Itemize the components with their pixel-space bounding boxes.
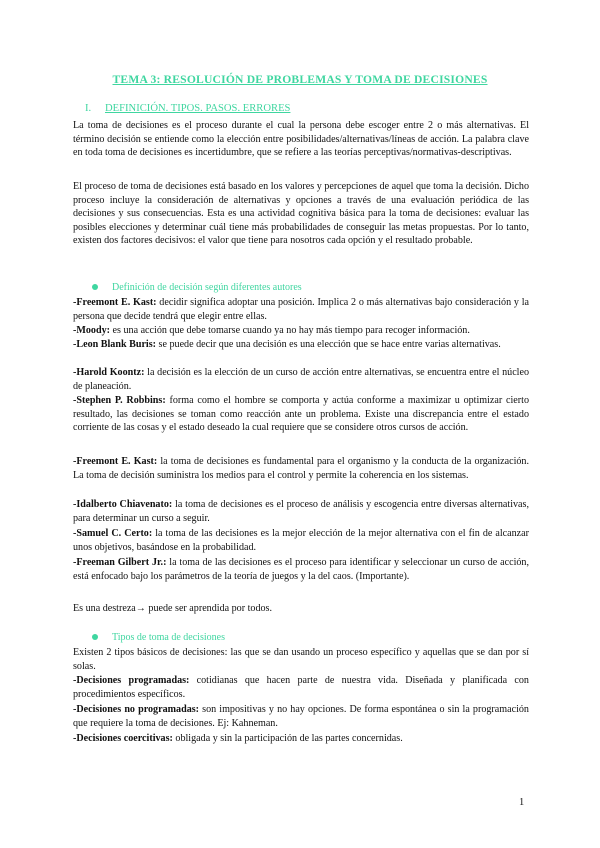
bullet-types xyxy=(92,632,225,643)
bullet-dot-icon xyxy=(92,284,98,290)
type-text: obligada y sin la participación de las partes concernidas. xyxy=(172,733,403,744)
page-number: 1 xyxy=(519,797,525,808)
definition-item xyxy=(73,366,529,393)
definition-text: forma como el hombre se comporta y actúa conforme a maximizar u optimizar cierto resultado, las decisiones se toman como reacción ante un problema. Existe una discrepancia entre el estado corriente de las cosas y el estado deseado la cual requiere que se considere otros cursos de acción. xyxy=(73,395,530,434)
type-item xyxy=(73,703,529,730)
definition-author: -Leon Blank Buris: xyxy=(73,339,157,350)
section-number: I. xyxy=(85,103,92,114)
type-text: cotidianas que hacen parte de nuestra vida. Diseñada y planificada con procedimientos específicos. xyxy=(73,675,529,700)
definition-author: -Idalberto Chiavenato: xyxy=(73,499,173,510)
definition-item xyxy=(73,394,529,435)
type-label: -Decisiones coercitivas: xyxy=(73,733,173,744)
definition-text: la toma de decisiones es fundamental para el organismo y la conducta de la organización. La toma de decisión suministra los medios para el control y permite la coherencia en los sistemas. xyxy=(73,456,529,481)
type-text: son impositivas y no hay opciones. De forma espontánea o sin la programación que requiere la toma de decisiones. Ej: Kahneman. xyxy=(73,704,529,729)
type-item xyxy=(73,674,529,701)
definition-item xyxy=(73,556,529,583)
definition-author: -Samuel C. Certo: xyxy=(73,528,153,539)
section-label: DEFINICIÓN. TIPOS. PASOS. ERRORES xyxy=(105,103,291,114)
definition-item xyxy=(73,296,529,323)
bullet-definitions-label: Definición de decisión según diferentes autores xyxy=(112,282,302,293)
definition-author: -Freeman Gilbert Jr.: xyxy=(73,557,167,568)
definition-author: -Moody: xyxy=(73,325,111,336)
definition-text: se puede decir que una decisión es una elección que se hace entre varias alternativas. xyxy=(156,339,501,350)
definition-item xyxy=(73,324,529,338)
bullet-definitions xyxy=(92,282,302,293)
definition-text: es una acción que debe tomarse cuando ya no hay más tiempo para recoger información. xyxy=(110,325,470,336)
page-title: TEMA 3: RESOLUCIÓN DE PROBLEMAS Y TOMA DE DECISIONES xyxy=(112,73,488,86)
definition-author: -Freemont E. Kast: xyxy=(73,456,158,467)
type-label: -Decisiones no programadas: xyxy=(73,704,200,715)
definition-text: la toma de las decisiones es el proceso para identificar y seleccionar un curso de acción, está enfocado bajo los parámetros de la teoría de juegos y la del caos. (Importante). xyxy=(73,557,529,582)
intro-paragraph-1: La toma de decisiones es el proceso durante el cual la persona debe escoger entre 2 o más alternativas. El término decisión se entiende como la elección entre posibilidades/alternativas/líneas de acción. La palabra clave en toda toma de decisiones es incertidumbre, que se refiere a las teorías perceptivas/normativas-descriptivas. xyxy=(73,120,529,159)
definition-author: -Harold Koontz: xyxy=(73,367,145,378)
definition-text: la toma de decisiones es el proceso de análisis y escogencia entre diversas alternativas, para determinar un curso a seguir. xyxy=(73,499,529,524)
definition-item xyxy=(73,527,529,554)
types-intro: Existen 2 tipos básicos de decisiones: las que se dan usando un proceso específico y aquellas que se dan por sí solas. xyxy=(73,647,529,672)
definition-item xyxy=(73,338,529,352)
definition-text: la toma de las decisiones es la mejor elección de la mejor alternativa con el fin de alcanzar unos objetivos, basándose en la probabilidad. xyxy=(73,528,529,553)
bullet-types-label: Tipos de toma de decisiones xyxy=(112,632,225,643)
intro-paragraph-2: El proceso de toma de decisiones está basado en los valores y percepciones de aquel que toma la decisión. Dicho proceso incluye la consideración de alternativas y opciones a través de una evaluación periódica de las decisiones y sus consecuencias. Esta es una actividad cognitiva básica para la toma de decisiones: evaluar las posibles elecciones y determinar cuál tiene más probabilidades de conseguir las metas propuestas. Por lo tanto, existen dos factores decisivos: el valor que tiene para nosotros cada opción y el resultado probable. xyxy=(73,181,529,247)
definition-item xyxy=(73,498,529,525)
skill-line: Es una destreza→ puede ser aprendida por todos. xyxy=(73,603,273,614)
type-label: -Decisiones programadas: xyxy=(73,675,190,686)
definition-author: -Freemont E. Kast: xyxy=(73,297,157,308)
bullet-dot-icon xyxy=(92,634,98,640)
definition-text: la decisión es la elección de un curso de acción entre alternativas, se encuentra entre el núcleo de planeación. xyxy=(73,367,530,392)
section-heading xyxy=(85,103,290,114)
definition-text: decidir significa adoptar una posición. Implica 2 o más alternativas bajo consideración y la persona que decide tendrá que elegir entre ellas. xyxy=(73,297,529,322)
type-item xyxy=(73,732,529,746)
definition-item xyxy=(73,455,529,482)
definition-author: -Stephen P. Robbins: xyxy=(73,395,166,406)
